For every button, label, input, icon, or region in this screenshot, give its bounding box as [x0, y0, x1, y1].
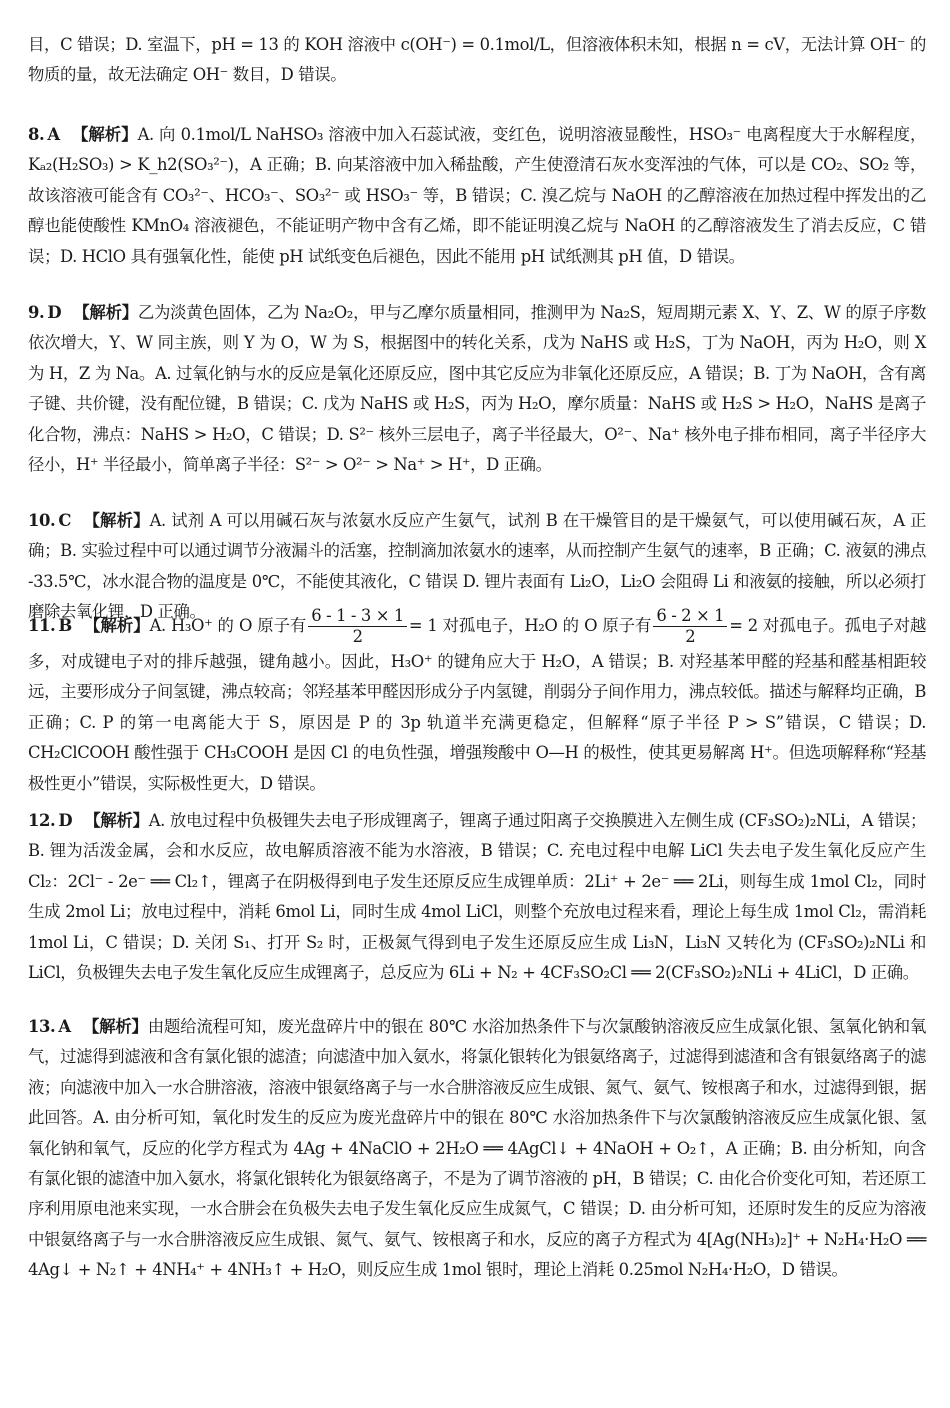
fraction-numerator: 6 - 1 - 3 × 1	[308, 606, 407, 627]
fraction-lone-pairs-h3o	[308, 606, 407, 647]
question-9-explanation	[28, 298, 926, 480]
explanation-text: 乙为淡黄色固体，乙为 Na₂O₂，甲与乙摩尔质量相同，推测甲为 Na₂S，短周期元素 X、Y、Z、W 的原子序数依次增大，Y、W 同主族，则 Y 为 O，W 为 S，根据图中的转化关系，戊为 NaHS 或 H₂S，丁为 NaOH，丙为 H₂O，则 X 为 H，Z 为 Na。A. 过氧化钠与水的反应是氧化还原反应，图中其它反应为非氧化还原反应，A 错误；B. 丁为 NaOH，含有离子键、共价键，没有配位键，B 错误；C. 戊为 NaHS 或 H₂S，丙为 H₂O，摩尔质量：NaHS 或 H₂S > H₂O，NaHS 是离子化合物，沸点：NaHS > H₂O，C 错误；D. S²⁻ 核外三层电子，离子半径最大，O²⁻、Na⁺ 核外电子排布相同，离子半径序大径小，H⁺ 半径最小，简单离子半径：S²⁻ > O²⁻ > Na⁺ > H⁺，D 正确。	[28, 303, 926, 475]
question-12-explanation	[28, 806, 926, 988]
answer-letter: C	[58, 511, 71, 530]
question-number: 11.	[28, 616, 56, 635]
fraction-denominator: 2	[685, 627, 696, 646]
explanation-text: 由题给流程可知，废光盘碎片中的银在 80℃ 水浴加热条件下与次氯酸钠溶液反应生成氯化银、氢氧化钠和氧气，过滤得到滤液和含有氯化银的滤渣；向滤渣中加入氨水，将氯化银转化为银氨络离子，过滤得到滤渣和含有银氨络离子的滤液；向滤液中加入一水合肼溶液，溶液中银氨络离子与一水合肼溶液反应生成银、氮气、氨气、铵根离子和水，过滤得到银，据此回答。A. 由分析可知，氧化时发生的反应为废光盘碎片中的银在 80℃ 水浴加热条件下与次氯酸钠溶液反应生成氯化银、氢氧化钠和氧气，反应的化学方程式为 4Ag + 4NaClO + 2H₂O ══ 4AgCl↓ + 4NaOH + O₂↑，A 正确；B. 由分析知，向含有氯化银的滤渣中加入氨水，将氯化银转化为银氨络离子，不是为了调节溶液的 pH，B 错误；C. 由化合价变化可知，若还原工序利用原电池来实现，一水合肼会在负极失去电子发生氧化反应生成氮气，C 错误；D. 由分析可知，还原时发生的反应为溶液中银氨络离子与一水合肼溶液反应生成银、氮气、氨气、铵根离子和水，反应的离子方程式为 4[Ag(NH₃)₂]⁺ + N₂H₄·H₂O ══ 4Ag↓ + N₂↑ + 4NH₄⁺ + 4NH₃↑ + H₂O，则反应生成 1mol 银时，理论上消耗 0.25mol N₂H₄·H₂O，D 错误。	[28, 1017, 926, 1280]
answer-letter: B	[58, 616, 72, 635]
explanation-tag: 【解析】	[84, 811, 149, 830]
question-number: 12.	[28, 811, 56, 830]
explanation-text: A. 向 0.1mol/L NaHSO₃ 溶液中加入石蕊试液，变红色，说明溶液显酸性，HSO₃⁻ 电离程度大于水解程度，Kₐ₂(H₂SO₃) > K_h2(SO₃²⁻)，A 正确；B. 向某溶液中加入稀盐酸，产生使澄清石灰水变浑浊的气体，可以是 CO₂、SO₂ 等，故该溶液可能含有 CO₃²⁻、HCO₃⁻、SO₃²⁻ 或 HSO₃⁻ 等，B 错误；C. 溴乙烷与 NaOH 的乙醇溶液在加热过程中挥发出的乙醇也能使酸性 KMnO₄ 溶液褪色，不能证明产物中含有乙烯，即不能证明溴乙烷与 NaOH 的乙醇溶液发生了消去反应，C 错误；D. HClO 具有强氧化性，能使 pH 试纸变色后褪色，因此不能用 pH 试纸测其 pH 值，D 错误。	[28, 125, 926, 266]
paragraph-text: 目，C 错误；D. 室温下，pH = 13 的 KOH 溶液中 c(OH⁻) = 0.1mol/L，但溶液体积未知，根据 n = cV，无法计算 OH⁻ 的物质的量，故无法确定 OH⁻ 数目，D 错误。	[28, 35, 926, 85]
question-8-explanation	[28, 120, 926, 272]
explanation-tag: 【解析】	[82, 511, 150, 530]
question-13-explanation	[28, 1012, 926, 1286]
question-number: 13.	[28, 1017, 56, 1036]
explanation-text: A. 试剂 A 可以用碱石灰与浓氨水反应产生氨气，试剂 B 在干燥管目的是干燥氨气，可以使用碱石灰，A 正确；B. 实验过程中可以通过调节分液漏斗的活塞，控制滴加浓氨水的速率，从而控制产生氨气的速率，B 正确；C. 液氨的沸点 -33.5℃，冰水混合物的温度是 0℃，不能使其液化，C 错误 D. 锂片表面有 Li₂O，Li₂O 会阻碍 Li 和液氨的接触，所以必须打磨除去氧化锂，D 正确。	[28, 511, 926, 622]
answer-letter: A	[47, 125, 60, 144]
explanation-text: A. 放电过程中负极锂失去电子形成锂离子，锂离子通过阳离子交换膜进入左侧生成 (CF₃SO₂)₂NLi，A 错误；B. 锂为活泼金属，会和水反应，故电解质溶液不能为水溶液，B 错误；C. 充电过程中电解 LiCl 失去电子发生氧化反应产生 Cl₂：2Cl⁻ - 2e⁻ ══ Cl₂↑，锂离子在阴极得到电子发生还原反应生成锂单质：2Li⁺ + 2e⁻ ══ 2Li，则每生成 1mol Cl₂，同时生成 2mol Li；放电过程中，消耗 6mol Li，同时生成 4mol LiCl，则整个充放电过程来看，理论上每生成 1mol Cl₂，需消耗 1mol Li，C 错误；D. 关闭 S₁、打开 S₂ 时，正极氮气得到电子发生还原反应生成 Li₃N，Li₃N 又转化为 (CF₃SO₂)₂NLi 和 LiCl，负极锂失去电子发生氧化反应生成锂离子，总反应为 6Li + N₂ + 4CF₃SO₂Cl ══ 2(CF₃SO₂)₂NLi + 4LiCl，D 正确。	[28, 811, 927, 983]
fraction-denominator: 2	[352, 627, 363, 646]
fraction-numerator: 6 - 2 × 1	[653, 606, 727, 627]
answer-letter: A	[58, 1017, 71, 1036]
paragraph-continuation	[28, 30, 926, 91]
question-number: 10.	[28, 511, 56, 530]
explanation-text: = 1 对孤电子，H₂O 的 O 原子有	[408, 616, 652, 635]
question-11-explanation	[28, 606, 926, 799]
fraction-lone-pairs-h2o	[653, 606, 727, 647]
explanation-text: A. H₃O⁺ 的 O 原子有	[149, 616, 307, 635]
question-number: 9.	[28, 303, 45, 322]
explanation-tag: 【解析】	[71, 125, 138, 144]
explanation-tag: 【解析】	[82, 1017, 148, 1036]
answer-letter: D	[47, 303, 62, 322]
explanation-tag: 【解析】	[83, 616, 150, 635]
answer-letter: D	[58, 811, 73, 830]
explanation-tag: 【解析】	[73, 303, 138, 322]
explanation-text: = 2 对孤电子。孤电子对越多，对成键电子对的排斥越强，键角越小。因此，H₃O⁺ 的键角应大于 H₂O，A 错误；B. 对羟基苯甲醛的羟基和醛基相距较远，主要形成分子间氢键，沸点较高；邻羟基苯甲醛因形成分子内氢键，削弱分子间作用力，沸点较低。描述与解释均正确，B 正确；C. P 的第一电离能大于 S，原因是 P 的 3p 轨道半充满更稳定，但解释“原子半径 P > S”错误，C 错误；D. CH₂ClCOOH 酸性强于 CH₃COOH 是因 Cl 的电负性强，增强羧酸中 O—H 的极性，使其更易解离 H⁺。但选项解释称“羟基极性更小”错误，实际极性更大，D 错误。	[28, 616, 927, 793]
question-number: 8.	[28, 125, 45, 144]
